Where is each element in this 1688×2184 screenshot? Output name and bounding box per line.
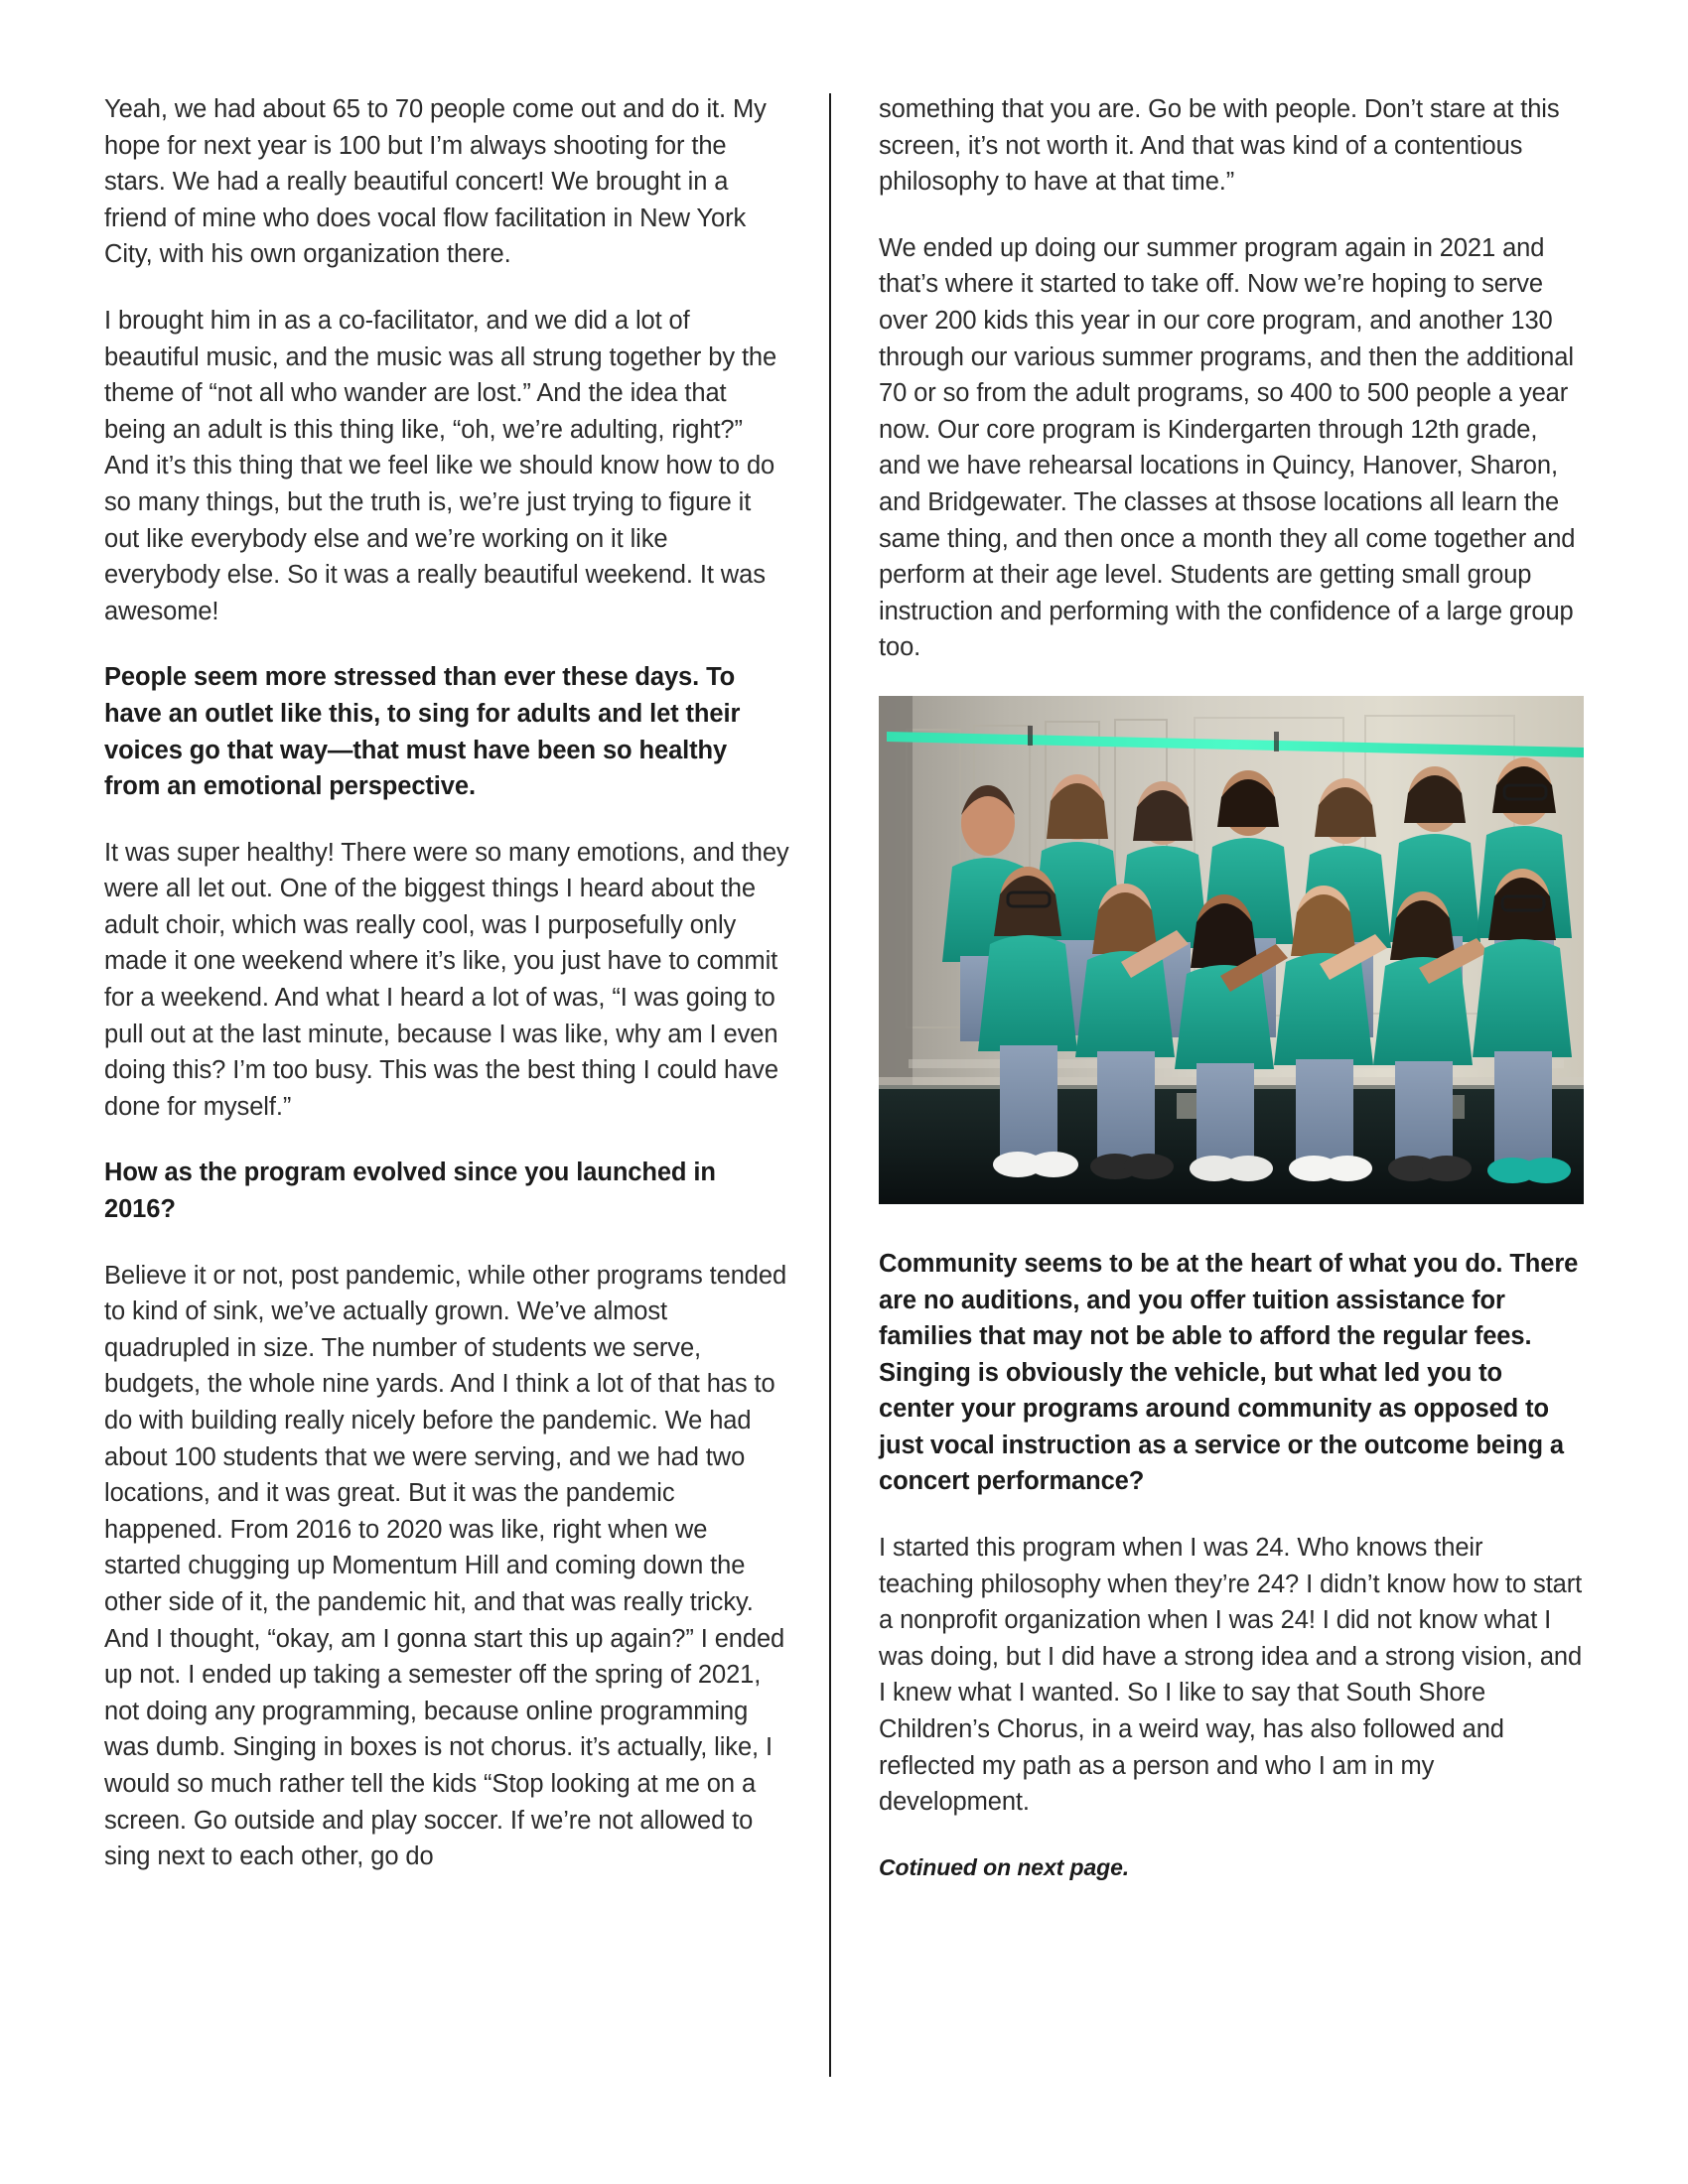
paragraph: Yeah, we had about 65 to 70 people come out and do it. My hope for next year is 100 but I’m always shooting for the stars. We had a really beautiful concert! We brought in a friend of mine who does vocal flow facilitation in New York City, with his own organization there. xyxy=(104,95,767,269)
paragraph: It was super healthy! There were so many emotions, and they were all let out. One of the biggest things I heard about the adult choir, which was really cool, was I purposefully only made it one weekend where it’s like, you just have to commit for a weekend. And what I heard a lot of was, “I was going to pull out at the last minute, because I was like, why am I even doing this? I’m too busy. This was the best thing I could have done for myself.” xyxy=(104,838,789,1121)
paragraph: I brought him in as a co-facilitator, and we did a lot of beautiful music, and the music was all strung together by the theme of “not all who wander are lost.” And the idea that being an adult is this thing like, “oh, we’re adulting, right?” And it’s this thing that we feel like we should know how to do so many things, but the truth is, we’re just trying to figure it out like everybody else and we’re working on it like everybody else. So it was a really beautiful weekend. It was awesome! xyxy=(104,306,777,625)
interview-question-heading: How as the program evolved since you launched in 2016? xyxy=(104,1159,716,1224)
left-column xyxy=(104,91,829,2097)
paragraph: Believe it or not, post pandemic, while other programs tended to kind of sink, we’ve actually grown. We’ve almost quadrupled in size. The number of students we serve, budgets, the whole nine yards. And I think a lot of that has to do with building really nicely before the pandemic. We had about 100 students that we were serving, and we had two locations, and it was great. But it was the pandemic happened. From 2016 to 2020 was like, right when we started chugging up Momentum Hill and coming down the other side of it, the pandemic hit, and that was really tricky. And I thought, “okay, am I gonna start this up again?” I ended up not. I ended up taking a semester off the spring of 2021, not doing any programming, because online programming was dumb. Singing in boxes is not chorus. it’s actually, like, I would so much rather tell the kids “Stop looking at me on a screen. Go outside and play soccer. If we’re not allowed to sing next to each other, go do xyxy=(104,1261,787,1871)
paragraph: We ended up doing our summer program again in 2021 and that’s where it started to take off. Now we’re hoping to serve over 200 kids this year in our core program, and another 130 through our various summer programs, and then the additional 70 or so from the adult programs, so 400 to 500 people a year now. Our core program is Kindergarten through 12th grade, and we have rehearsal locations in Quincy, Hanover, Sharon, and Bridgewater. The classes at thsose locations all learn the same thing, and then once a month they all come together and perform at their age level. Students are getting small group instruction and performing with the confidence of a large group too. xyxy=(879,233,1576,662)
continued-note: Cotinued on next page. xyxy=(879,1853,1130,1880)
interview-question-heading: People seem more stressed than ever these days. To have an outlet like this, to sing for adults and let their voices go that way—that must have been so healthy from an emotional perspective. xyxy=(104,663,741,801)
two-column-layout xyxy=(104,91,1584,2097)
paragraph: I started this program when I was 24. Who knows their teaching philosophy when they’re 24? I didn’t know how to start a nonprofit organization when I was 24! I did not know what I was doing, but I did have a strong idea and a strong vision, and I knew what I wanted. So I like to say that South Shore Children’s Chorus, in a weird way, has also followed and reflected my path as a person and who I am in my development. xyxy=(879,1534,1583,1817)
right-column xyxy=(831,91,1584,2097)
paragraph: something that you are. Go be with people. Don’t stare at this screen, it’s not worth it. And that was kind of a contentious philosophy to have at that time.” xyxy=(879,95,1560,197)
photo-illustration xyxy=(879,696,1584,1204)
interview-question-heading: Community seems to be at the heart of what you do. There are no auditions, and you offer tuition assistance for families that may not be able to afford the regular fees. Singing is obviously the vehicle, but what led you to center your programs around community as opposed to just vocal instruction as a service or the outcome being a concert performance? xyxy=(879,1249,1579,1496)
choir-group-photo xyxy=(879,696,1584,1204)
